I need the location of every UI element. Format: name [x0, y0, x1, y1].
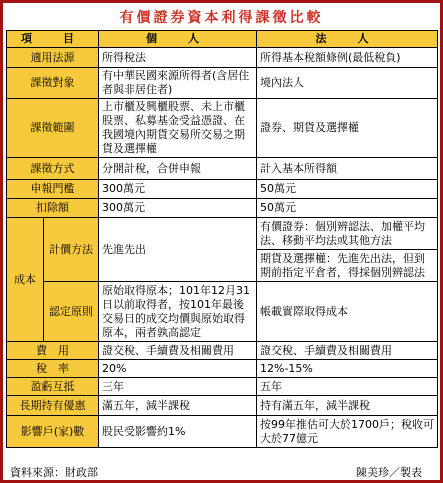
comparison-table: [6, 30, 438, 448]
longterm-corporate: 持有滿五年，減半課稅: [257, 396, 438, 416]
row-label-threshold: 申報門檻: [7, 180, 99, 199]
data-source: 資料來源：財政部: [10, 466, 98, 479]
page-title: 有價證券資本利得課徵比較: [119, 10, 324, 26]
row-label-fees: 費 用: [7, 342, 99, 360]
table-row: [7, 360, 438, 378]
offset-individual: 三年: [99, 378, 257, 396]
basis-corporate: 帳載實際取得成本: [257, 282, 438, 342]
row-label-longterm: 長期持有優惠: [7, 396, 99, 416]
table-row: [7, 342, 438, 360]
offset-corporate: 五年: [257, 378, 438, 396]
table-header-row: [7, 31, 438, 48]
fees-individual: 證交稅、手續費及相關費用: [99, 342, 257, 360]
table-row: [7, 396, 438, 416]
row-label-method: 課徵方式: [7, 158, 99, 180]
method-individual: 分開計稅，合併申報: [99, 158, 257, 180]
table-row: [7, 99, 438, 158]
row-label-rate: 稅 率: [7, 360, 99, 378]
basis-individual: 原始取得原本；101年12月31日以前取得者，按101年最後交易日的成交均價與原始取得原本，兩者孰高認定: [99, 282, 257, 342]
row-label-basis: 認定原則: [44, 282, 99, 342]
table-author: 陳美珍／製表: [356, 466, 422, 479]
rate-corporate: 12%-15%: [257, 360, 438, 378]
longterm-individual: 滿五年，減半課稅: [99, 396, 257, 416]
row-label-law: 適用法源: [7, 48, 99, 68]
law-individual: 所得稅法: [99, 48, 257, 68]
rate-individual: 20%: [99, 360, 257, 378]
threshold-corporate: 50萬元: [257, 180, 438, 199]
scope-corporate: 證券、期貨及選擇權: [257, 99, 438, 158]
impact-corporate: 按99年推估可大於1700戶；稅收可大於77億元: [257, 416, 438, 448]
table-row: [7, 180, 438, 199]
scope-individual: 上市櫃及興櫃股票、未上市櫃股票、私募基金受益憑證、在我國境內期貨交易所交易之期貨及選擇權: [99, 99, 257, 158]
valuation-corporate-securities: 有價證券：個別辨認法、加權平均法、移動平均法或其他方法: [257, 218, 438, 250]
threshold-individual: 300萬元: [99, 180, 257, 199]
row-label-deduction: 扣除額: [7, 199, 99, 218]
table-row: [7, 158, 438, 180]
row-label-valuation: 計價方法: [44, 218, 99, 282]
subject-individual: 有中華民國來源所得者(含居住者與非居住者): [99, 68, 257, 99]
subject-corporate: 境內法人: [257, 68, 438, 99]
table-row: [7, 68, 438, 99]
valuation-corporate-futures: 期貨及選擇權：先進先出法，但到期前指定平倉者，得採個別辨認法: [257, 250, 438, 282]
row-label-offset: 盈虧互抵: [7, 378, 99, 396]
table-row: [7, 199, 438, 218]
table-row: [7, 378, 438, 396]
deduction-corporate: 50萬元: [257, 199, 438, 218]
deduction-individual: 300萬元: [99, 199, 257, 218]
row-label-cost: 成本: [7, 218, 44, 342]
header-corporate: 法 人: [257, 31, 438, 48]
table-row: [7, 218, 438, 250]
fees-corporate: 證交稅、手續費及相關費用: [257, 342, 438, 360]
method-corporate: 計入基本所得額: [257, 158, 438, 180]
row-label-subject: 課徵對象: [7, 68, 99, 99]
law-corporate: 所得基本稅額條例(最低稅負): [257, 48, 438, 68]
impact-individual: 股民受影響約1%: [99, 416, 257, 448]
row-label-scope: 課徵範圍: [7, 99, 99, 158]
row-label-impact: 影響戶(家)數: [7, 416, 99, 448]
valuation-individual: 先進先出: [99, 218, 257, 282]
table-row: [7, 282, 438, 342]
header-item: 項 目: [7, 31, 99, 48]
table-row: [7, 416, 438, 448]
header-individual: 個 人: [99, 31, 257, 48]
table-row: [7, 48, 438, 68]
